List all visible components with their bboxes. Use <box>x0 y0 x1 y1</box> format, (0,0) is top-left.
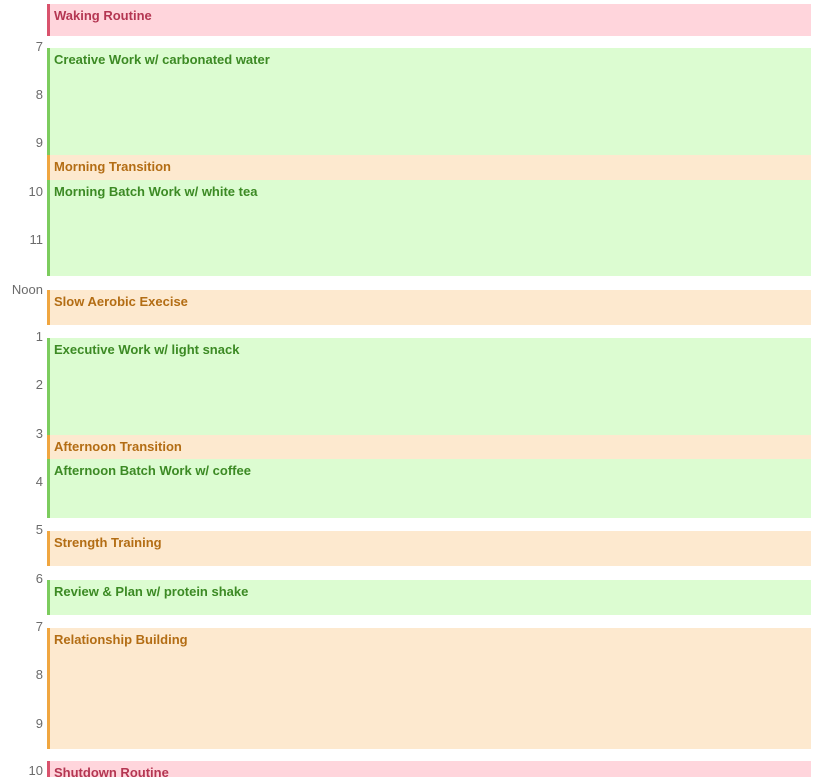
hour-label: 4 <box>35 474 43 489</box>
calendar-event[interactable] <box>47 4 811 36</box>
hour-label: 7 <box>35 39 43 54</box>
calendar-event[interactable] <box>47 48 811 155</box>
event-title: Afternoon Transition <box>54 439 182 454</box>
hour-label: 8 <box>35 667 43 682</box>
hour-label: 1 <box>35 329 43 344</box>
calendar-event[interactable] <box>47 435 811 459</box>
event-title: Waking Routine <box>54 8 152 23</box>
event-title: Morning Batch Work w/ white tea <box>54 184 258 199</box>
calendar-event[interactable] <box>47 459 811 518</box>
calendar-event[interactable] <box>47 761 811 777</box>
hour-label: 5 <box>35 522 43 537</box>
hour-label: 9 <box>35 135 43 150</box>
calendar-event[interactable] <box>47 531 811 566</box>
event-title: Creative Work w/ carbonated water <box>54 52 270 67</box>
hour-label: 10 <box>28 184 43 199</box>
hour-label: 11 <box>29 232 43 247</box>
event-title: Review & Plan w/ protein shake <box>54 584 249 599</box>
calendar-event[interactable] <box>47 628 811 749</box>
event-title: Morning Transition <box>54 159 171 174</box>
event-title: Slow Aerobic Execise <box>54 294 188 309</box>
hour-label: 6 <box>35 571 43 586</box>
hour-label: 8 <box>35 87 43 102</box>
event-title: Afternoon Batch Work w/ coffee <box>54 463 251 478</box>
hour-label: 2 <box>35 377 43 392</box>
calendar-event[interactable] <box>47 338 811 435</box>
event-title: Strength Training <box>54 535 162 550</box>
hour-label: 3 <box>35 426 43 441</box>
event-title: Executive Work w/ light snack <box>54 342 240 357</box>
hour-label: 7 <box>35 619 43 634</box>
event-title: Relationship Building <box>54 632 188 647</box>
calendar-event[interactable] <box>47 155 811 180</box>
hour-label: Noon <box>11 282 43 297</box>
calendar-event[interactable] <box>47 180 811 276</box>
event-title: Shutdown Routine <box>54 765 169 777</box>
calendar-event[interactable] <box>47 290 811 325</box>
calendar-event[interactable] <box>47 580 811 615</box>
hour-label: 9 <box>35 716 43 731</box>
hour-label: 10 <box>28 763 43 777</box>
